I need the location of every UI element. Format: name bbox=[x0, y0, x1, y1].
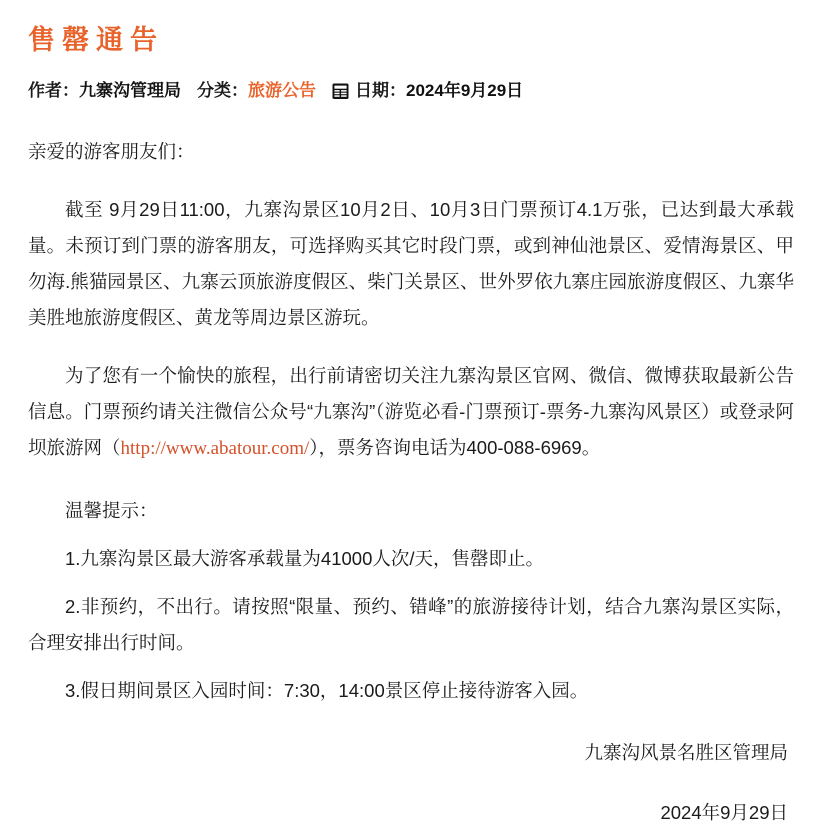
category-value[interactable]: 旅游公告 bbox=[248, 81, 316, 101]
tip-item-1: 1.九寨沟景区最大游客承载量为41000人次/天，售罄即止。 bbox=[65, 547, 545, 569]
spacer bbox=[28, 577, 794, 589]
document-meta bbox=[28, 78, 794, 104]
tip-item-2: 2.非预约，不出行。请按照“限量、预约、错峰”的旅游接待计划，结合九寨沟景区实际，合理安排出行时间。 bbox=[28, 595, 794, 653]
document-body bbox=[28, 122, 794, 709]
spacer bbox=[28, 661, 794, 673]
spacer bbox=[28, 336, 794, 358]
paragraph-channels-after: ），票务咨询电话为400-088-6969。 bbox=[309, 436, 601, 458]
signature-organization: 九寨沟风景名胜区管理局 bbox=[584, 741, 788, 763]
paragraph-channels bbox=[28, 358, 794, 467]
signature-date: 2024年9月29日 bbox=[660, 801, 788, 823]
paragraph-availability: 截至 9月29日11:00，九寨沟景区10月2日、10月3日门票预订4.1万张，已达到最大承载量。未预订到门票的游客朋友，可选择购买其它时段门票，或到神仙池景区、爱情海景区、甲勿海.熊猫园景区、九寨云顶旅游度假区、柴门关景区、世外罗依九寨庄园旅游度假区、九寨华美胜地旅游度假区、黄龙等周边景区游玩。 bbox=[28, 198, 794, 328]
author-label: 作者： bbox=[28, 81, 79, 101]
spacer bbox=[28, 467, 794, 493]
spacer bbox=[28, 529, 794, 541]
spacer bbox=[28, 170, 794, 192]
date-label: 日期： bbox=[355, 81, 406, 101]
signature-block bbox=[28, 735, 794, 831]
salutation: 亲爱的游客朋友们： bbox=[28, 140, 195, 162]
date-value: 2024年9月29日 bbox=[406, 81, 524, 101]
abatour-link[interactable]: http://www.abatour.com/ bbox=[120, 437, 310, 459]
category-label: 分类： bbox=[197, 81, 248, 101]
tip-item-3: 3.假日期间景区入园时间：7:30，14:00景区停止接待游客入园。 bbox=[65, 679, 589, 701]
calendar-icon bbox=[332, 82, 349, 100]
paragraph-channels-before: 为了您有一个愉快的旅程，出行前请密切关注九寨沟景区官网、微信、微博获取最新公告信息。门票预约请关注微信公众号“九寨沟”（游览必看-门票预订-票务-九寨沟风景区）或登录阿坝旅游网（ bbox=[28, 364, 794, 458]
page-title: 售罄通告 bbox=[28, 25, 164, 55]
author-value: 九寨沟管理局 bbox=[79, 81, 181, 101]
tips-heading: 温馨提示： bbox=[65, 499, 158, 521]
spacer bbox=[28, 122, 794, 134]
